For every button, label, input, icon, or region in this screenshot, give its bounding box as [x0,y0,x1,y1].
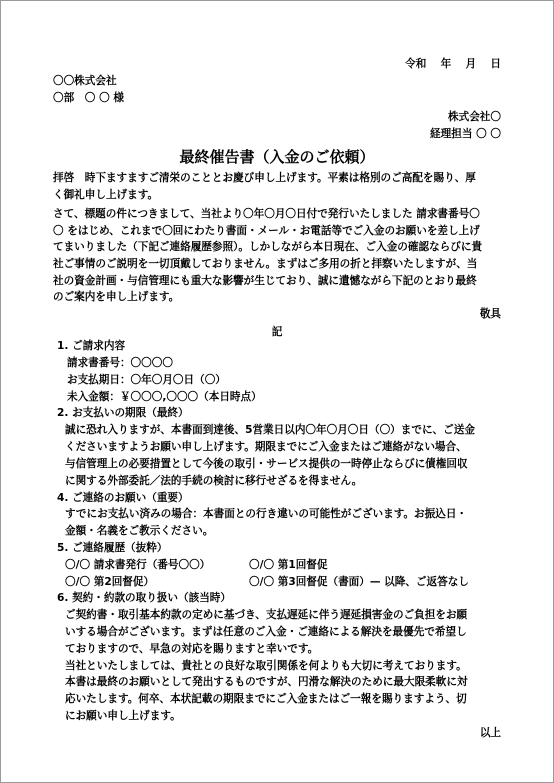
section-line: 請求書番号：〇〇〇〇 [67,357,173,369]
body-line: 拝啓 時下ますますご清栄のこととお慶び申し上げます。平素は格別のご高配を賜り、厚 [53,172,476,184]
section-line: 本書は最終のお願いとして発出するものですが、円滑な解決のために最大限柔軟に対 [65,676,468,688]
body-line: く御礼申し上げます。 [53,189,159,201]
section-line: お支払期日：〇年〇月〇日（〇） [67,374,226,386]
section-line: くださいますようお願い申し上げます。期限までにご入金またはご連絡がない場合、 [65,441,467,453]
body-line: のご案内を申し上げます。 [53,291,180,303]
body-line: 社の資金計画・与信管理にも重大な影響が生じており、誠に遺憾ながら下記のとおり最終 [53,275,477,287]
section-heading: 6. 契約・約款の取り扱い（該当時） [57,592,231,604]
section-line: ておりますので、早急の対応を賜りますと幸いです。 [65,643,319,655]
section-line: に関する外部委託／法的手続の検討に移行せざるを得ません。 [65,475,363,487]
section-heading: 4. ご連絡のお願い（重要） [57,492,189,504]
body-line: さて、標題の件につきまして、当社より〇年〇月〇日付で発行いたしました 請求書番号〇 [53,208,480,220]
body-line: てまいりました（下記ご連絡履歴参照）。しかしながら本日現在、ご入金の確認ならびに貴 [53,241,483,253]
section-heading: 2. お支払いの期限（最終） [57,407,189,419]
section-line: 金額・名義をご教示ください。 [65,525,214,537]
section-line: 応いたします。何卒、本状記載の期限までにご入金またはご一報を賜りますよう、切 [65,693,467,705]
history-entry: 〇/〇 第1回督促 [249,559,328,571]
section-line: 与信管理上の必要措置として今後の取引・サービス提供の一時停止ならびに債権回収 [65,458,468,470]
ki-marker: 記 [271,326,283,338]
recipient-company: 〇〇株式会社 [53,75,117,87]
body-line: 〇 をはじめ、これまで〇回にわたり書面・メール・お電話等でご入金のお願いを差し上げ [53,225,480,237]
body-line: 社ご事情のご説明を一切頂戴しておりません。まずはご多用の折と拝察いたしますが、当 [53,258,478,270]
section-line: いする場合がございます。まずは任意のご入金・ご連絡による解決を最優先で希望し [65,626,467,638]
sender-person: 経理担当 〇 〇 [430,128,501,140]
section-line: 当社といたしましては、貴社との良好な取引関係を何よりも大切に考えております。 [65,660,467,672]
keigu: 敬具 [479,308,501,320]
history-entry: 〇/〇 第2回督促） [65,576,155,588]
ijou: 以上 [479,727,501,739]
section-heading: 5. ご連絡履歴（抜粋） [57,542,168,554]
section-line: にお願い申し上げます。 [65,710,181,722]
section-heading: 1. ご請求内容 [57,340,126,352]
document-title: 最終催告書（入金のご依頼） [179,148,375,166]
section-line: 誠に恐れ入りますが、本書面到達後、5営業日以内〇年〇月〇日（〇）までに、ご送金 [65,424,475,436]
section-line: ご契約書・取引基本約款の定めに基づき、支払遅延に伴う遅延損害金のご負担をお願 [65,609,468,621]
recipient-person: 〇部 〇 〇 様 [53,92,124,104]
section-line: 未入金額：￥〇〇〇,〇〇〇（本日時点） [67,391,262,403]
date-line: 令和 年 月 日 [405,58,501,70]
section-line: すでにお支払い済みの場合：本書面との行き違いの可能性がございます。お振込日・ [65,508,468,520]
history-entry: 〇/〇 第3回督促（書面）— 以降、ご返答なし [249,576,469,588]
sender-company: 株式会社〇 [448,111,501,123]
history-entry: 〇/〇 請求書発行（番号〇〇） [65,559,211,571]
